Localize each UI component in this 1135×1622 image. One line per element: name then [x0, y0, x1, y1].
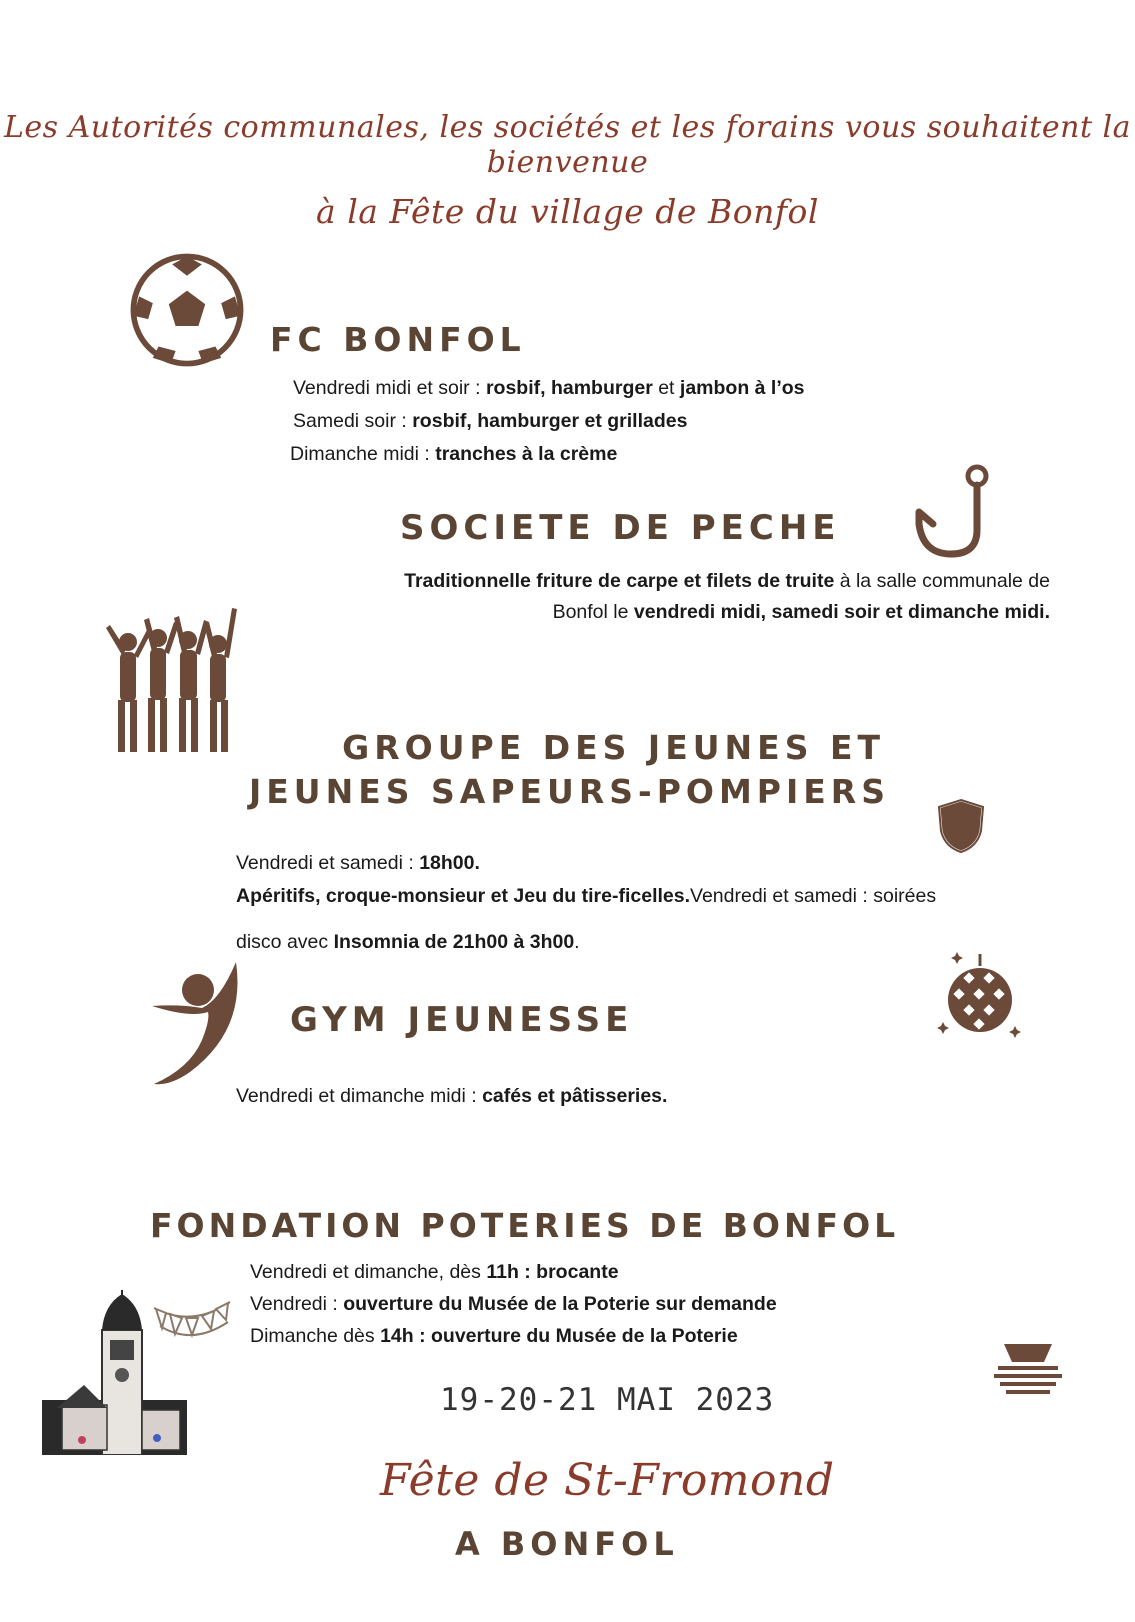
groupe-jeunes-title-1: GROUPE DES JEUNES ET: [342, 728, 885, 767]
a-bonfol: A BONFOL: [455, 1525, 679, 1563]
fc-bonfol-details: [290, 372, 993, 471]
poteries-line-2: Vendredi : ouverture du Musée de la Poterie sur demande: [250, 1293, 777, 1315]
pottery-stack-icon: [990, 1340, 1065, 1395]
jeunes-line-1: Vendredi et samedi : 18h00.: [236, 852, 480, 874]
poteries-line-1: Vendredi et dimanche, dès 11h : brocante: [250, 1261, 619, 1283]
societe-peche-title: SOCIETE DE PECHE: [400, 508, 841, 548]
groupe-jeunes-title-2: JEUNES SAPEURS-POMPIERS: [248, 772, 890, 811]
welcome-line-1: Les Autorités communales, les sociétés et les forains vous souhaitent la bienvenue: [3, 110, 1132, 180]
gym-line-1: Vendredi et dimanche midi : cafés et pâtisseries.: [236, 1085, 668, 1107]
jeunes-line-2: Apéritifs, croque-monsieur et Jeu du tire-ficelles.Vendredi et samedi : soirées: [236, 885, 937, 907]
poteries-details: [250, 1256, 950, 1352]
event-dates: 19-20-21 MAI 2023: [440, 1382, 775, 1418]
poteries-line-3: Dimanche dès 14h : ouverture du Musée de la Poterie: [250, 1325, 738, 1347]
societe-peche-details: [290, 566, 1050, 628]
gym-jeunesse-details: [236, 1080, 936, 1113]
peche-line-1: Traditionnelle friture de carpe et filets de truite à la salle communale de: [404, 570, 1050, 592]
groupe-jeunes-details: [236, 847, 1036, 959]
disco-ball-icon: [935, 950, 1025, 1040]
welcome-line-2: à la Fête du village de Bonfol: [316, 192, 819, 231]
fc-line-sunday: Dimanche midi : tranches à la crème: [290, 443, 618, 465]
gym-jeunesse-title: GYM JEUNESSE: [290, 1000, 634, 1040]
fish-hook-icon: [905, 462, 1000, 562]
dancers-icon: [100, 600, 240, 760]
fc-bonfol-title: FC BONFOL: [270, 320, 526, 359]
peche-line-2: Bonfol le vendredi midi, samedi soir et dimanche midi.: [552, 601, 1050, 623]
fc-line-saturday: Samedi soir : rosbif, hamburger et grillades: [293, 410, 688, 432]
gymnast-icon: [150, 960, 245, 1090]
poteries-title: FONDATION POTERIES DE BONFOL: [150, 1206, 900, 1245]
soccer-ball-icon: [130, 253, 244, 367]
fc-line-friday: Vendredi midi et soir : rosbif, hamburger et jambon à l’os: [293, 377, 805, 399]
bunting-icon: [152, 1298, 232, 1358]
jeunes-line-3: disco avec Insomnia de 21h00 à 3h00.: [236, 931, 580, 953]
fete-st-fromond: Fête de St-Fromond: [380, 1455, 835, 1506]
